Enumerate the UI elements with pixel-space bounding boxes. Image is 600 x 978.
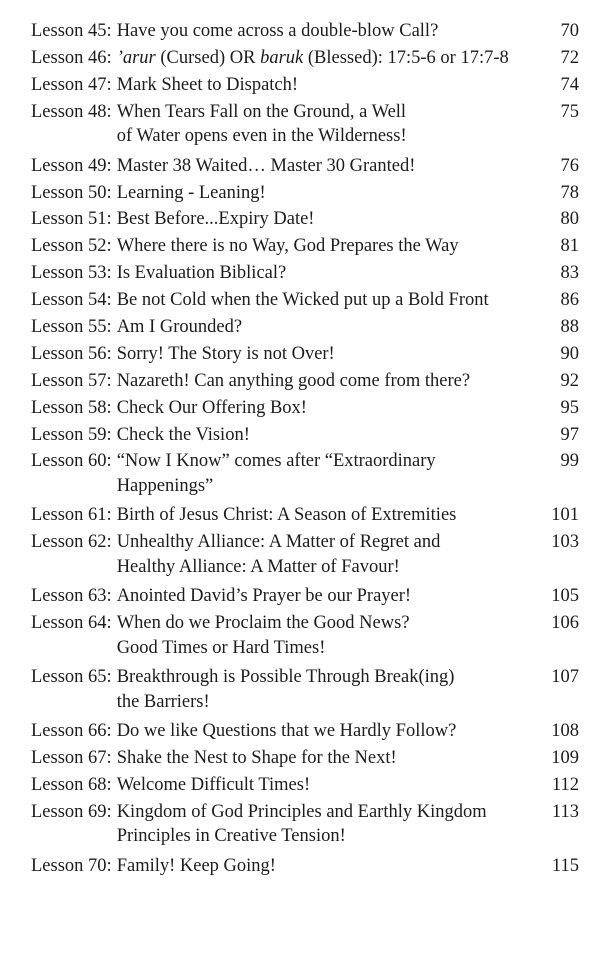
lesson-number: Lesson 53:: [31, 263, 112, 284]
lesson-title: [112, 154, 537, 179]
lesson-number: Lesson 47:: [31, 74, 112, 95]
page-number: 80: [560, 209, 579, 230]
toc-entry: [31, 503, 579, 528]
lesson-number: Lesson 54:: [31, 290, 112, 311]
lesson-title: [112, 396, 537, 421]
lesson-title: [112, 261, 537, 286]
page-number: 72: [560, 47, 579, 68]
toc-entry: [31, 746, 579, 771]
page-number: 81: [560, 236, 579, 257]
lesson-number: Lesson 68:: [31, 775, 112, 796]
page-number: 74: [560, 74, 579, 95]
toc-entry: [31, 800, 579, 849]
toc-entry: [31, 342, 579, 367]
lesson-number: Lesson 63:: [31, 586, 112, 607]
title-line: Learning - Leaning!: [116, 182, 266, 203]
toc-entry: [31, 19, 579, 44]
lesson-title: [112, 234, 537, 259]
page-number: 107: [551, 667, 579, 688]
toc-entry: [31, 396, 579, 421]
toc-entry: [31, 423, 579, 448]
lesson-title: [112, 423, 537, 448]
lesson-number: Lesson 49:: [31, 155, 112, 176]
page-number: 105: [551, 586, 579, 607]
toc-entry: [31, 154, 579, 179]
title-italic-term: baruk: [260, 47, 304, 68]
lesson-title: [112, 800, 537, 849]
lesson-number: Lesson 65:: [31, 667, 112, 688]
page-number: 92: [560, 370, 579, 391]
lesson-title: [112, 854, 537, 879]
title-line: Birth of Jesus Christ: A Season of Extremities: [116, 505, 457, 526]
lesson-number: Lesson 70:: [31, 855, 112, 876]
lesson-title: [112, 530, 537, 579]
title-text: (Cursed) OR: [155, 47, 261, 68]
title-line: of Water opens even in the Wilderness!: [116, 126, 407, 147]
page-number: 78: [560, 182, 579, 203]
lesson-number: Lesson 60:: [31, 451, 112, 472]
lesson-number: Lesson 67:: [31, 748, 112, 769]
lesson-title: [112, 342, 537, 367]
toc-entry: [31, 315, 579, 340]
title-italic-term: ’arur: [116, 47, 156, 68]
title-line: Sorry! The Story is not Over!: [116, 343, 335, 364]
title-line: When do we Proclaim the Good News?: [116, 613, 410, 634]
toc-entry: [31, 181, 579, 206]
title-line: Anointed David’s Prayer be our Prayer!: [116, 586, 412, 607]
lesson-title: [112, 369, 537, 394]
title-line: “Now I Know” comes after “Extraordinary: [116, 451, 436, 472]
table-of-contents: [31, 19, 579, 881]
toc-entry: [31, 719, 579, 744]
toc-entry: [31, 449, 579, 498]
title-line: Nazareth! Can anything good come from there?: [116, 370, 471, 391]
title-line: Mark Sheet to Dispatch!: [116, 74, 299, 95]
lesson-number: Lesson 59:: [31, 424, 112, 445]
title-line: Have you come across a double-blow Call?: [116, 21, 439, 41]
title-line: Is Evaluation Biblical?: [116, 263, 287, 284]
page-number: 108: [551, 721, 579, 742]
title-line: Be not Cold when the Wicked put up a Bold Front: [116, 290, 489, 311]
lesson-title: [112, 773, 537, 798]
lesson-number: Lesson 56:: [31, 343, 112, 364]
title-line: Check the Vision!: [116, 424, 250, 445]
page-number: 70: [560, 21, 579, 41]
toc-entry: [31, 854, 579, 879]
lesson-number: Lesson 48:: [31, 101, 112, 122]
lesson-title: [112, 665, 537, 714]
lesson-title: [112, 503, 537, 528]
toc-entry: [31, 207, 579, 232]
lesson-title: [112, 73, 537, 98]
lesson-title: [112, 611, 537, 660]
lesson-number: Lesson 66:: [31, 721, 112, 742]
title-line: Breakthrough is Possible Through Break(ing): [116, 667, 455, 688]
page-number: 106: [551, 613, 579, 634]
title-line: Principles in Creative Tension!: [116, 826, 346, 847]
title-line: Kingdom of God Principles and Earthly Kingdom: [116, 801, 487, 822]
page-number: 88: [560, 317, 579, 338]
lesson-number: Lesson 57:: [31, 370, 112, 391]
title-line: Check Our Offering Box!: [116, 397, 307, 418]
page-number: 115: [551, 855, 579, 876]
lesson-title: [112, 719, 537, 744]
title-line: Family! Keep Going!: [116, 855, 276, 876]
toc-entry: [31, 100, 579, 149]
page-number: 75: [560, 101, 579, 122]
toc-entry: [31, 530, 579, 579]
title-line: Am I Grounded?: [116, 317, 243, 338]
lesson-title: [112, 19, 537, 44]
title-line: Happenings”: [116, 475, 214, 496]
toc-entry: [31, 288, 579, 313]
lesson-number: Lesson 52:: [31, 236, 112, 257]
lesson-title: [112, 207, 537, 232]
page-number: 97: [560, 424, 579, 445]
page-number: 86: [560, 290, 579, 311]
lesson-title: [112, 746, 537, 771]
lesson-title: [112, 315, 537, 340]
lesson-number: Lesson 69:: [31, 801, 112, 822]
title-line: the Barriers!: [116, 691, 210, 712]
lesson-title: [112, 181, 537, 206]
page-number: 90: [560, 343, 579, 364]
lesson-number: Lesson 45:: [31, 21, 112, 41]
title-line: Where there is no Way, God Prepares the Way: [116, 236, 459, 257]
lesson-number: Lesson 64:: [31, 613, 112, 634]
title-line: Best Before...Expiry Date!: [116, 209, 315, 230]
title-line: Do we like Questions that we Hardly Follow?: [116, 721, 457, 742]
page-number: 112: [551, 775, 579, 796]
toc-entry: [31, 73, 579, 98]
page-number: 83: [560, 263, 579, 284]
toc-entry: [31, 261, 579, 286]
page-number: 101: [551, 505, 579, 526]
title-text: (Blessed): 17:5-6 or 17:7-8: [303, 47, 509, 68]
title-line: Welcome Difficult Times!: [116, 775, 311, 796]
lesson-number: Lesson 58:: [31, 397, 112, 418]
lesson-number: Lesson 61:: [31, 505, 112, 526]
lesson-title: [112, 584, 537, 609]
page-number: 103: [551, 532, 579, 553]
title-line: Good Times or Hard Times!: [116, 637, 326, 658]
lesson-number: Lesson 46:: [31, 47, 112, 68]
page-number: 99: [560, 451, 579, 472]
title-line: Healthy Alliance: A Matter of Favour!: [116, 556, 400, 577]
title-line: When Tears Fall on the Ground, a Well: [116, 101, 407, 122]
toc-entry: [31, 369, 579, 394]
title-line: Unhealthy Alliance: A Matter of Regret and: [116, 532, 441, 553]
page-number: 113: [551, 801, 579, 822]
page-number: 95: [560, 397, 579, 418]
lesson-number: Lesson 62:: [31, 532, 112, 553]
lesson-number: Lesson 55:: [31, 317, 112, 338]
lesson-title: [112, 449, 537, 498]
toc-entry: [31, 773, 579, 798]
lesson-number: Lesson 51:: [31, 209, 112, 230]
lesson-title: [112, 100, 537, 149]
toc-entry: [31, 584, 579, 609]
lesson-number: Lesson 50:: [31, 182, 112, 203]
lesson-title: [112, 46, 537, 71]
toc-entry: [31, 611, 579, 660]
title-line: Shake the Nest to Shape for the Next!: [116, 748, 397, 769]
lesson-title: [112, 288, 537, 313]
page-number: 109: [551, 748, 579, 769]
title-line: Master 38 Waited… Master 30 Granted!: [116, 155, 416, 176]
toc-entry: [31, 234, 579, 259]
toc-entry: [31, 46, 579, 71]
page-number: 76: [560, 155, 579, 176]
toc-entry: [31, 665, 579, 714]
